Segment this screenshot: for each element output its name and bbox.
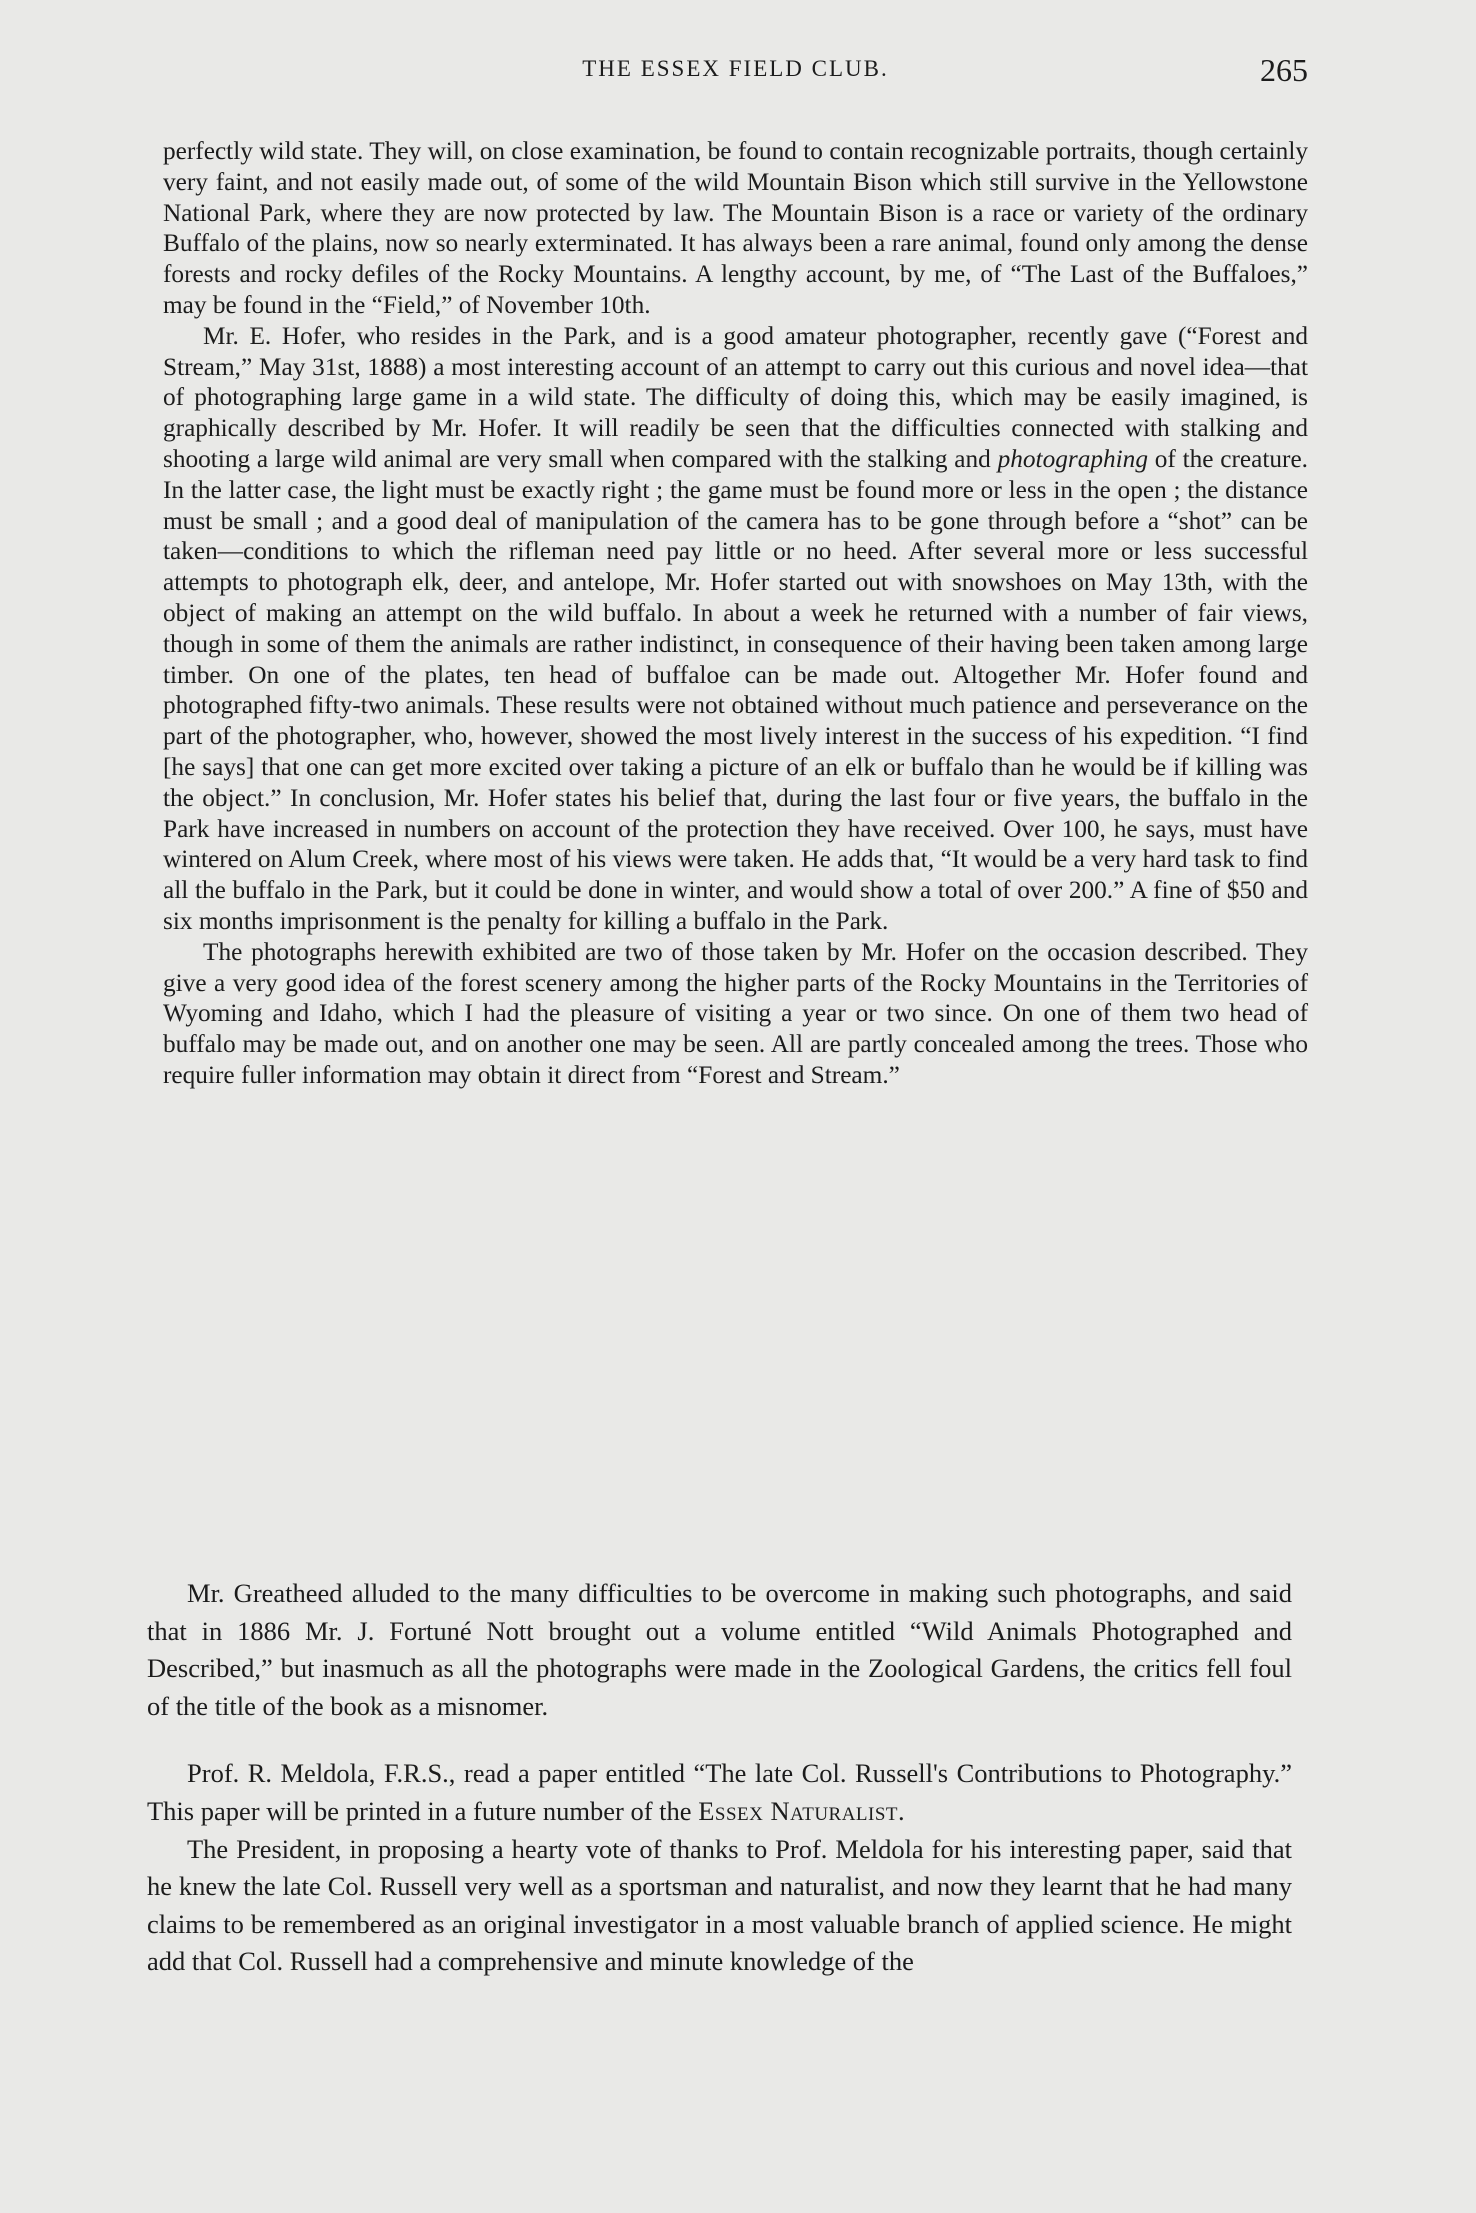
journal-name: Essex Naturalist.	[698, 1795, 906, 1826]
paragraph-hofer-text-b: of the creature. In the latter case, the light must be exactly right ; the game must be found more or less in the open ; the distance must be small ; and a good deal of manipulation of the camera has to be gone through before a “shot” can be taken—conditions to which the rifleman need pay little or no heed. After several more or less successful attempts to photograph elk, deer, and antelope, Mr. Hofer started out with snowshoes on May 13th, with the object of making an attempt on the wild buffalo. In about a week he returned with a number of fair views, though in some of them the animals are rather indistinct, in consequence of their having been taken among large timber. On one of the plates, ten head of buffaloe can be made out. Altogether Mr. Hofer found and photographed fifty-two animals. These results were not obtained without much patience and perseverance on the part of the photographer, who, however, showed the most lively interest in the success of his expedition. “I find [he says] that one can get more excited over taking a picture of an elk or buffalo than he would be if killing was the object.” In conclusion, Mr. Hofer states his belief that, during the last four or five years, the buffalo in the Park have increased in numbers on account of the protection they have received. Over 100, he says, must have wintered on Alum Creek, where most of his views were taken. He adds that, “It would be a very hard task to find all the buffalo in the Park, but it could be done in winter, and would show a total of over 200.” A fine of $50 and six months imprisonment is the penalty for killing a buffalo in the Park.	[163, 444, 1309, 935]
paragraph-photographs: The photographs herewith exhibited are two of those taken by Mr. Hofer on the occasion described. They give a very good idea of the forest scenery among the higher parts of the Rocky Mountains in the Territories of Wyoming and Idaho, which I had the pleasure of visiting a year or two since. On one of them two head of buffalo may be made out, and on another one may be seen. All are partly concealed among the trees. Those who require fuller information may obtain it direct from “Forest and Stream.”	[163, 937, 1308, 1089]
paragraph-hofer-text-a: Mr. E. Hofer, who resides in the Park, and is a good amateur photographer, recently gave (“Forest and Stream,” May 31st, 1888) a most interesting account of an attempt to carry out this curious and novel idea—that of photographing large game in a wild state. The difficulty of doing this, which may be easily imagined, is graphically described by Mr. Hofer. It will readily be seen that the difficulties connected with stalking and shooting a large wild animal are very small when compared with the stalking and	[163, 321, 1308, 473]
paragraph-continued: perfectly wild state. They will, on close examination, be found to contain recognizable portraits, though certainly very faint, and not easily made out, of some of the wild Mountain Bison which still survive in the Yellowstone National Park, where they are now protected by law. The Mountain Bison is a race or variety of the ordinary Buffalo of the plains, now so nearly exterminated. It has always been a rare animal, found only among the dense forests and rocky defiles of the Rocky Mountains. A lengthy account, by me, of “The Last of the Buffaloes,” may be found in the “Field,” of November 10th.	[163, 137, 1308, 319]
emphasis-photographing: photographing	[997, 444, 1148, 473]
paragraph-meldola-text: Prof. R. Meldola, F.R.S., read a paper entitled “The late Col. Russell's Contributions to Photography.” This paper will be printed in a future number of the	[147, 1758, 1292, 1826]
running-title: THE ESSEX FIELD CLUB.	[582, 56, 889, 81]
page-number: 265	[1260, 52, 1308, 88]
minutes-text-block	[147, 1575, 1292, 1981]
paragraph-gap	[147, 1725, 1292, 1755]
paragraph-president: The President, in proposing a hearty vote of thanks to Prof. Meldola for his interesting paper, said that he knew the late Col. Russell very well as a sportsman and naturalist, and now they learnt that he had many claims to be remembered as an original investigator in a most valuable branch of applied science. He might add that Col. Russell had a comprehensive and minute knowledge of the	[147, 1833, 1292, 1977]
paragraph-meldola	[147, 1755, 1292, 1830]
paragraph-hofer	[163, 321, 1308, 937]
quoted-text-block	[163, 136, 1308, 1091]
paragraph-greatheed: Mr. Greatheed alluded to the many difficulties to be overcome in making such photographs, and said that in 1886 Mr. J. Fortuné Nott brought out a volume entitled “Wild Animals Photographed and Described,” but inasmuch as all the photographs were made in the Zoological Gardens, the critics fell foul of the title of the book as a misnomer.	[147, 1578, 1292, 1721]
page-header	[163, 52, 1308, 92]
